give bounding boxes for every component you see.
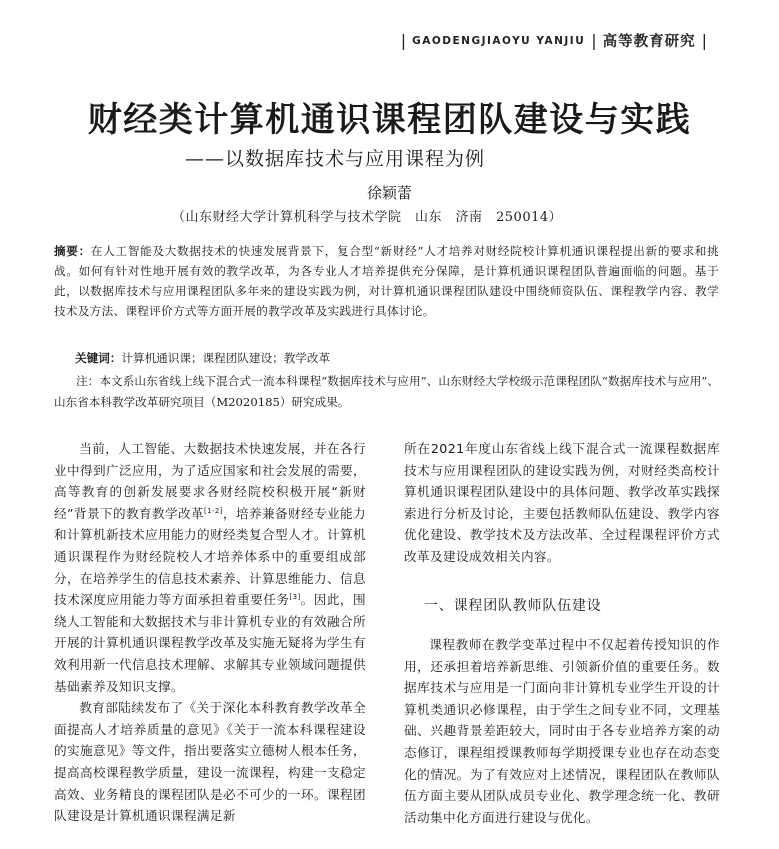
paragraph-text: 当前，人工智能、大数据技术快速发展，并在各行业中得到广泛应用，为了适应国家和社会发展的需要，高等教育的创新发展要求各财经院校积极开展“新财经”背景下的教育教学改革 — [54, 441, 366, 521]
journal-header — [395, 30, 713, 51]
header-separator: | — [591, 31, 597, 50]
body-right-column-section — [404, 634, 720, 828]
body-left-column — [54, 438, 366, 827]
keywords — [75, 350, 330, 366]
body-paragraph: 所在2021年度山东省线上线下混合式一流课程数据库技术与应用课程团队的建设实践为例，对财经类高校计算机通识课程团队建设中的具体问题、教学改革实践探索进行分析及讨论，主要包括教师队伍建设、教学内容优化建设、教学技术及方法改革、全过程课程评价方式改革及建设成效相关内容。 — [404, 441, 720, 564]
body-paragraph: 课程教师在教学变革过程中不仅起着传授知识的作用，还承担着培养新思维、引领新价值的重要任务。数据库技术与应用是一门面向非计算机专业学生开设的计算机类通识必修课程，由于学生之间专业不同，文理基础、兴趣背景差距较大，同时由于各专业培养方案的动态修订，课程组授课教师每学期授课专业也存在动态变化的情况。为了有效应对上述情况，课程团队在教师队伍方面主要从团队成员专业化、教学理念统一化、教研活动集中化方面进行建设与优化。 — [404, 637, 720, 825]
citation-ref: [3] — [289, 592, 301, 601]
body-paragraph — [54, 438, 366, 697]
journal-name-zh: 高等教育研究 — [602, 33, 696, 50]
keywords-label: 关键词： — [75, 351, 122, 365]
author-name: 徐颖蕾 — [366, 184, 412, 202]
abstract-label: 摘要： — [54, 244, 91, 258]
keywords-text: 计算机通识课；课程团队建设；教学改革 — [121, 351, 331, 365]
citation-ref: [1-2] — [204, 506, 223, 515]
header-separator: | — [701, 31, 707, 50]
article-subtitle: ——以数据库技术与应用课程为例 — [185, 148, 486, 170]
author-affiliation: （山东财经大学计算机科学与技术学院 山东 济南 250014） — [172, 210, 563, 225]
section-heading: 一、课程团队教师队伍建设 — [424, 598, 602, 614]
body-right-column-top — [404, 438, 720, 568]
abstract-text: 在人工智能及大数据技术的快速发展背景下，复合型“新财经”人才培养对财经院校计算机通识课程提出新的要求和挑战。如何有针对性地开展有效的教学改革，为各专业人才培养提供充分保障，是计算机通识课程团队普遍面临的问题。基于此，以数据库技术与应用课程团队多年来的建设实践为例，对计算机通识课程团队建设中围绕师资队伍、课程教学内容、教学技术及方法、课程评价方式等方面开展的教学改革及实践进行具体讨论。 — [54, 244, 719, 318]
body-paragraph: 教育部陆续发布了《关于深化本科教育教学改革全面提高人才培养质量的意见》《关于一流本科课程建设的实施意见》等文件，指出要落实立德树人根本任务，提高高校课程教学质量，建设一流课程，构建一支稳定高效、业务精良的课程团队是必不可少的一环。课程团队建设是计算机通识课程满足新 — [54, 700, 366, 824]
journal-name-en: GAODENGJIAOYU YANJIU — [412, 34, 586, 47]
paragraph-text: 。因此，围绕人工智能和大数据技术与非计算机专业的有效融合所开展的计算机通识课程教学改革及实施无疑将为学生有效利用新一代信息技术理解、求解其专业领域问题提供基础素养及知识支撑。 — [54, 592, 367, 694]
funding-note: 注：本文系山东省线上线下混合式一流本科课程“数据库技术与应用”、山东财经大学校级示范课程团队“数据库技术与应用”、山东省本科教学改革研究项目（M2020185）研究成果。 — [54, 374, 719, 409]
article-title: 财经类计算机通识课程团队建设与实践 — [87, 100, 692, 140]
header-separator: | — [400, 31, 407, 50]
abstract — [54, 241, 719, 321]
paragraph-text: ，培养兼备财经专业能力和计算机新技术应用能力的财经类复合型人才。计算机通识课程作为财经院校人才培养体系中的重要组成部分，在培养学生的信息技术素养、计算思维能力、信息技术深度应用能力等方面承担着重要任务 — [54, 505, 366, 608]
